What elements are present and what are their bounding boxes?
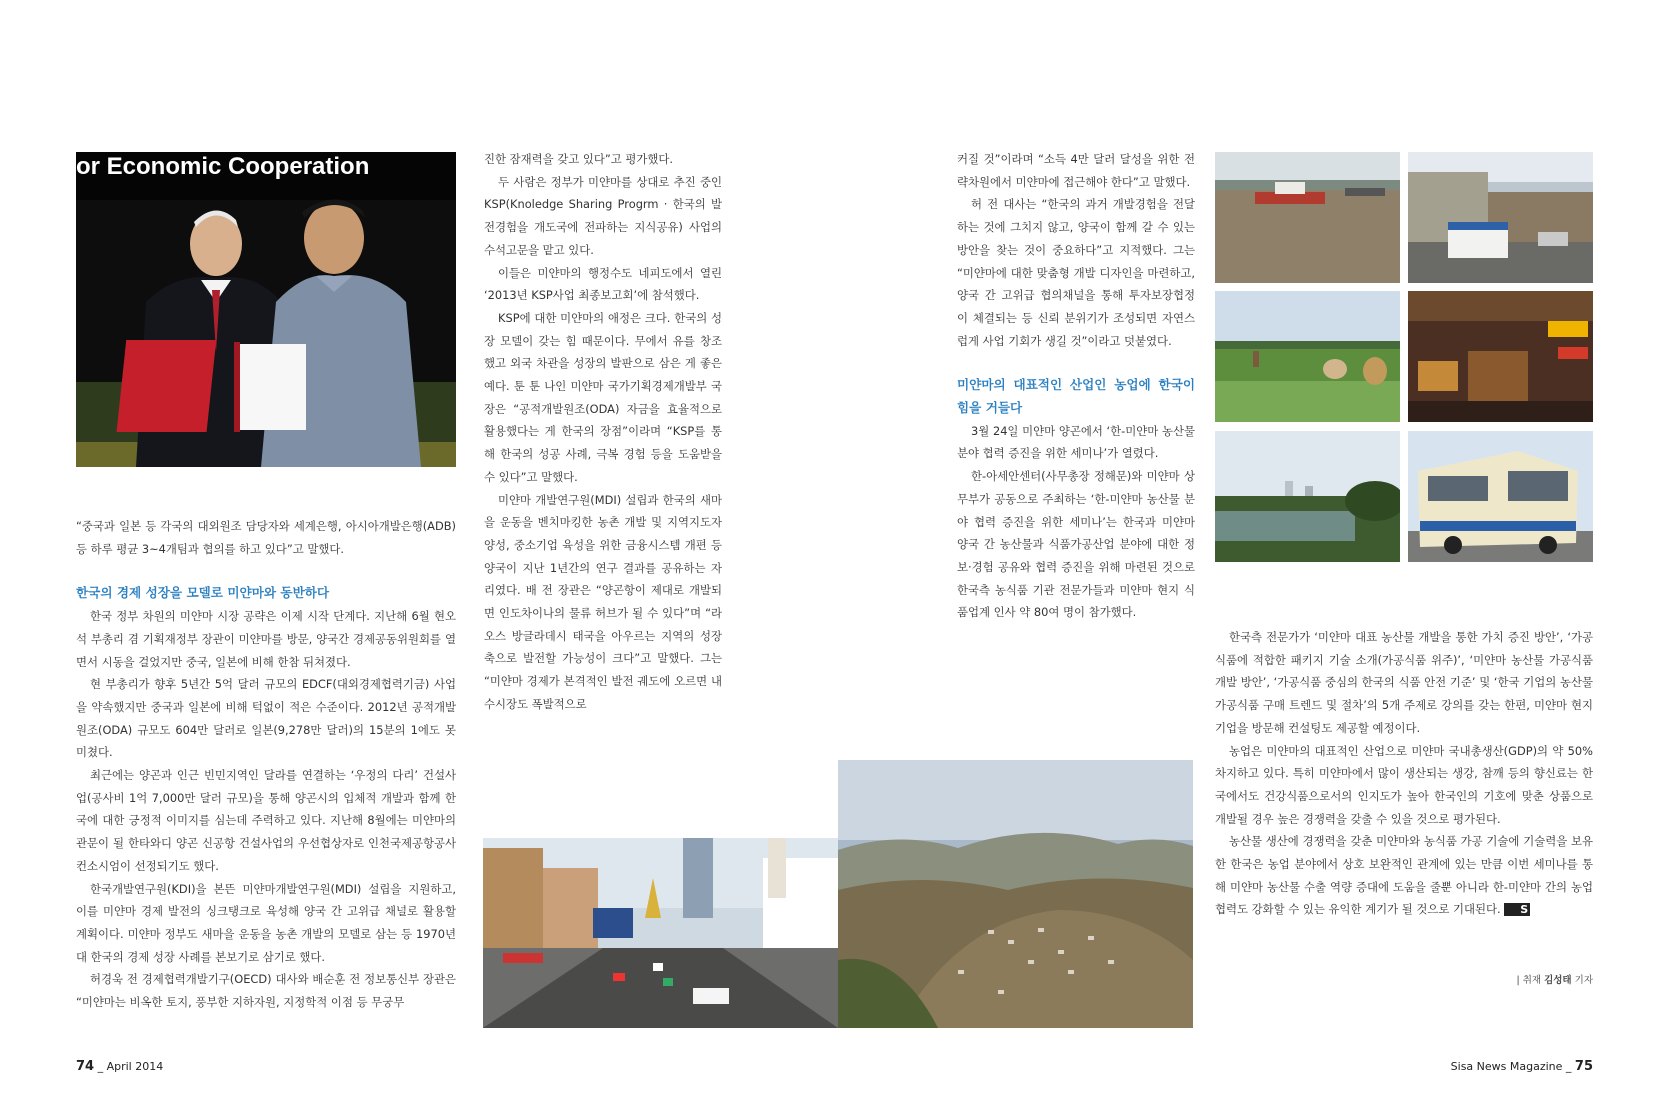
article-column-1 bbox=[76, 515, 456, 1014]
photo-market-truck bbox=[1408, 152, 1593, 283]
photo-night-market bbox=[1408, 291, 1593, 422]
paragraph: 최근에는 양곤과 인근 빈민지역인 달라를 연결하는 ‘우정의 다리’ 건설사업(공사비 1억 7,000만 달러 규모)을 통해 양곤시의 입체적 개발과 함께 한국에 대한 긍정적 이미지를 심는데 주력하고 있다. 지난해 8월에는 미얀마의 관문이 될 한타와디 양곤 신공항 건설사업의 우선협상자로 인천국제공항공사 컨소시엄이 선정되기도 했다. bbox=[76, 768, 456, 873]
photo-harbor bbox=[1215, 152, 1400, 283]
article-column-4 bbox=[1215, 626, 1593, 921]
paragraph: 진한 잠재력을 갖고 있다”고 평가했다. bbox=[484, 152, 674, 166]
page-folio-left bbox=[76, 1059, 163, 1074]
byline bbox=[1400, 972, 1593, 986]
article-column-3 bbox=[957, 148, 1195, 624]
paragraph: 미얀마 개발연구원(MDI) 설립과 한국의 새마을 운동을 벤치마킹한 농촌 개발 및 지역지도자 양성, 중소기업 육성을 위한 금융시스템 개편 등 양국이 지난 1년간의 연구 결과를 공유하는 자리였다. 배 전 장관은 “양곤항이 제대로 개발되면 인도차이나의 물류 허브가 될 수 있다”며 “라오스 방글라데시 태국을 아우르는 지역의 성장 축으로 발전할 가능성이 크다”고 말했다. 그는 “미얀마 경제가 본격적인 발전 궤도에 오르면 내수시장도 폭발적으로 bbox=[484, 492, 722, 711]
photo-aerial-valley bbox=[838, 760, 1193, 1028]
section-heading-1: 한국의 경제 성장을 모델로 미얀마와 동반하다 bbox=[76, 585, 330, 601]
magazine-name: Sisa News Magazine _ bbox=[1450, 1060, 1572, 1073]
photo-banner-text: or Economic Cooperation bbox=[76, 153, 370, 180]
paragraph: 커질 것”이라며 “소득 4만 달러 달성을 위한 전략차원에서 미얀마에 접근해야 한다”고 말했다. bbox=[957, 152, 1195, 189]
article-column-2 bbox=[484, 148, 722, 716]
paragraph: 한국측 전문가가 ‘미얀마 대표 농산물 개발을 통한 가치 증진 방안’, ‘가공식품에 적합한 패키지 기술 소개(가공식품 위주)’, ‘미얀마 농산물 가공식품 개발 방안’, ‘가공식품 중심의 한국의 식품 안전 기준’ 및 ‘한국 기업의 농산물 가공식품 구매 트렌드 및 절차’의 5개 주제로 강의를 갖는 한편, 미얀마 현지기업을 방문해 컨설팅도 제공할 예정이다. bbox=[1215, 630, 1593, 735]
photo-yangon-street bbox=[483, 838, 838, 1028]
photo-signing-ceremony bbox=[76, 152, 456, 467]
byline-name: 김성태 bbox=[1544, 975, 1572, 986]
end-mark: S bbox=[1504, 903, 1530, 916]
paragraph: 한국 정부 차원의 미얀마 시장 공략은 이제 시작 단계다. 지난해 6월 현오석 부총리 겸 기획재정부 장관이 미얀마를 방문, 양국간 경제공동위원회를 열면서 시동을 걸었지만 중국, 일본에 비해 한참 뒤쳐졌다. bbox=[76, 609, 456, 669]
paragraph: 한국개발연구원(KDI)을 본뜬 미얀마개발연구원(MDI) 설립을 지원하고, 이를 미얀마 경제 발전의 싱크탱크로 육성해 양국 간 고위급 채널로 활용할 계획이다. 미얀마 정부도 새마을 운동을 농촌 개발의 모델로 삼는 등 1970년대 한국의 경제 성장 사례를 본보기로 삼기로 했다. bbox=[76, 881, 456, 964]
issue-date: _ April 2014 bbox=[97, 1060, 164, 1073]
paragraph: 3월 24일 미얀마 양곤에서 ‘한-미얀마 농산물 분야 협력 증진을 위한 세미나’가 열렸다. bbox=[957, 423, 1195, 461]
paragraph: KSP에 대한 미얀마의 애정은 크다. 한국의 성장 모델이 갖는 힘 때문이다. 무에서 유를 창조했고 외국 차관을 성장의 발판으로 삼은 게 좋은 예다. 툰 툰 나인 미얀마 국가기획경제개발부 국장은 “공적개발원조(ODA) 자금을 효율적으로 활용했다는 게 한국의 장점”이라며 “KSP를 통해 한국의 성공 사례, 극복 경험 등을 도움받을 수 있다”고 말했다. bbox=[484, 310, 722, 484]
paragraph bbox=[1215, 740, 1593, 831]
paragraph: “중국과 일본 등 각국의 대외원조 담당자와 세계은행, 아시아개발은행(ADB) 등 하루 평균 3~4개팀과 협의를 하고 있다”고 말했다. bbox=[76, 519, 456, 556]
paragraph: 허경욱 전 경제협력개발기구(OECD) 대사와 배순훈 전 정보통신부 장관은 “미얀마는 비옥한 토지, 풍부한 지하자원, 지정학적 이점 등 무궁무 bbox=[76, 972, 456, 1010]
section-heading-2: 미얀마의 대표적인 산업인 농업에 한국이 힘을 거들다 bbox=[957, 377, 1195, 416]
page-folio-right bbox=[1451, 1059, 1593, 1074]
paragraph-text: 농산물 생산에 경쟁력을 갖춘 미얀마와 농식품 가공 기술에 기술력을 보유한 한국은 농업 분야에서 상호 보완적인 관계에 있는 만큼 이번 세미나를 통해 미얀마 농산물 수출 역량 증대에 도움을 줄뿐 아니라 한-미얀마 간의 농업 협력도 강화할 수 있는 유익한 계기가 될 것으로 기대된다. bbox=[1215, 834, 1593, 917]
page-number-right: 75 bbox=[1574, 1059, 1593, 1074]
byline-prefix: | 취재 bbox=[1516, 975, 1542, 986]
paragraph: 한-아세안센터(사무총장 정해문)와 미얀마 상무부가 공동으로 주최하는 ‘한-미얀마 농산물 분야 협력 증진을 위한 세미나’는 한국과 미얀마 양국 간 농산물과 식품가공산업 분야에 대한 정보·경험 공유와 협력 증진을 위해 마련된 것으로 한국측 농식품 기관 전문가들과 미얀마 현지 식품업계 인사 약 80여 명이 참가했다. bbox=[957, 469, 1195, 620]
photo-rice-field bbox=[1215, 291, 1400, 422]
photo-bus bbox=[1408, 431, 1593, 562]
photo-lake-city bbox=[1215, 431, 1400, 562]
paragraph: 두 사람은 정부가 미얀마를 상대로 추진 중인 KSP(Knoledge Sharing Progrm · 한국의 발전경험을 개도국에 전파하는 지식공유) 사업의 수석고문을 맡고 있다. bbox=[484, 174, 722, 257]
paragraph-text: 농업은 미얀마의 대표적인 산업으로 미얀마 국내총생산(GDP)의 약 50% 차지하고 있다. 특히 미얀마에서 많이 생산되는 생강, 참깨 등의 향신료는 한국에서도 건강식품으로서의 인지도가 높아 한국인의 기호에 맞춘 상품으로 개발될 경우 높은 경쟁력을 갖출 수 있을 것으로 평가된다. bbox=[1215, 743, 1593, 826]
paragraph: 이들은 미얀마의 행정수도 네피도에서 열린 ‘2013년 KSP사업 최종보고회’에 참석했다. bbox=[484, 265, 722, 303]
paragraph bbox=[1215, 830, 1593, 921]
page-number-left: 74 bbox=[76, 1059, 95, 1074]
paragraph: 현 부총리가 향후 5년간 5억 달러 규모의 EDCF(대외경제협력기금) 사업을 약속했지만 중국과 일본에 비해 턱없이 적은 수준이다. 2012년 공적개발원조(ODA) 규모도 604만 달러로 일본(9,278만 달러)의 15분의 1에도 못 미쳤다. bbox=[76, 677, 456, 760]
paragraph: 허 전 대사는 “한국의 과거 개발경험을 전달하는 것에 그치지 않고, 양국이 함께 갈 수 있는 방안을 찾는 것이 중요하다”고 지적했다. 그는 “미얀마에 대한 맞춤형 개발 디자인을 마련하고, 양국 간 고위급 협의채널을 통해 투자보장협정이 체결되는 등 신뢰 분위기가 조성되면 자연스럽게 사업 기회가 생길 것”이라고 덧붙였다. bbox=[957, 197, 1195, 348]
byline-suffix: 기자 bbox=[1574, 975, 1593, 986]
